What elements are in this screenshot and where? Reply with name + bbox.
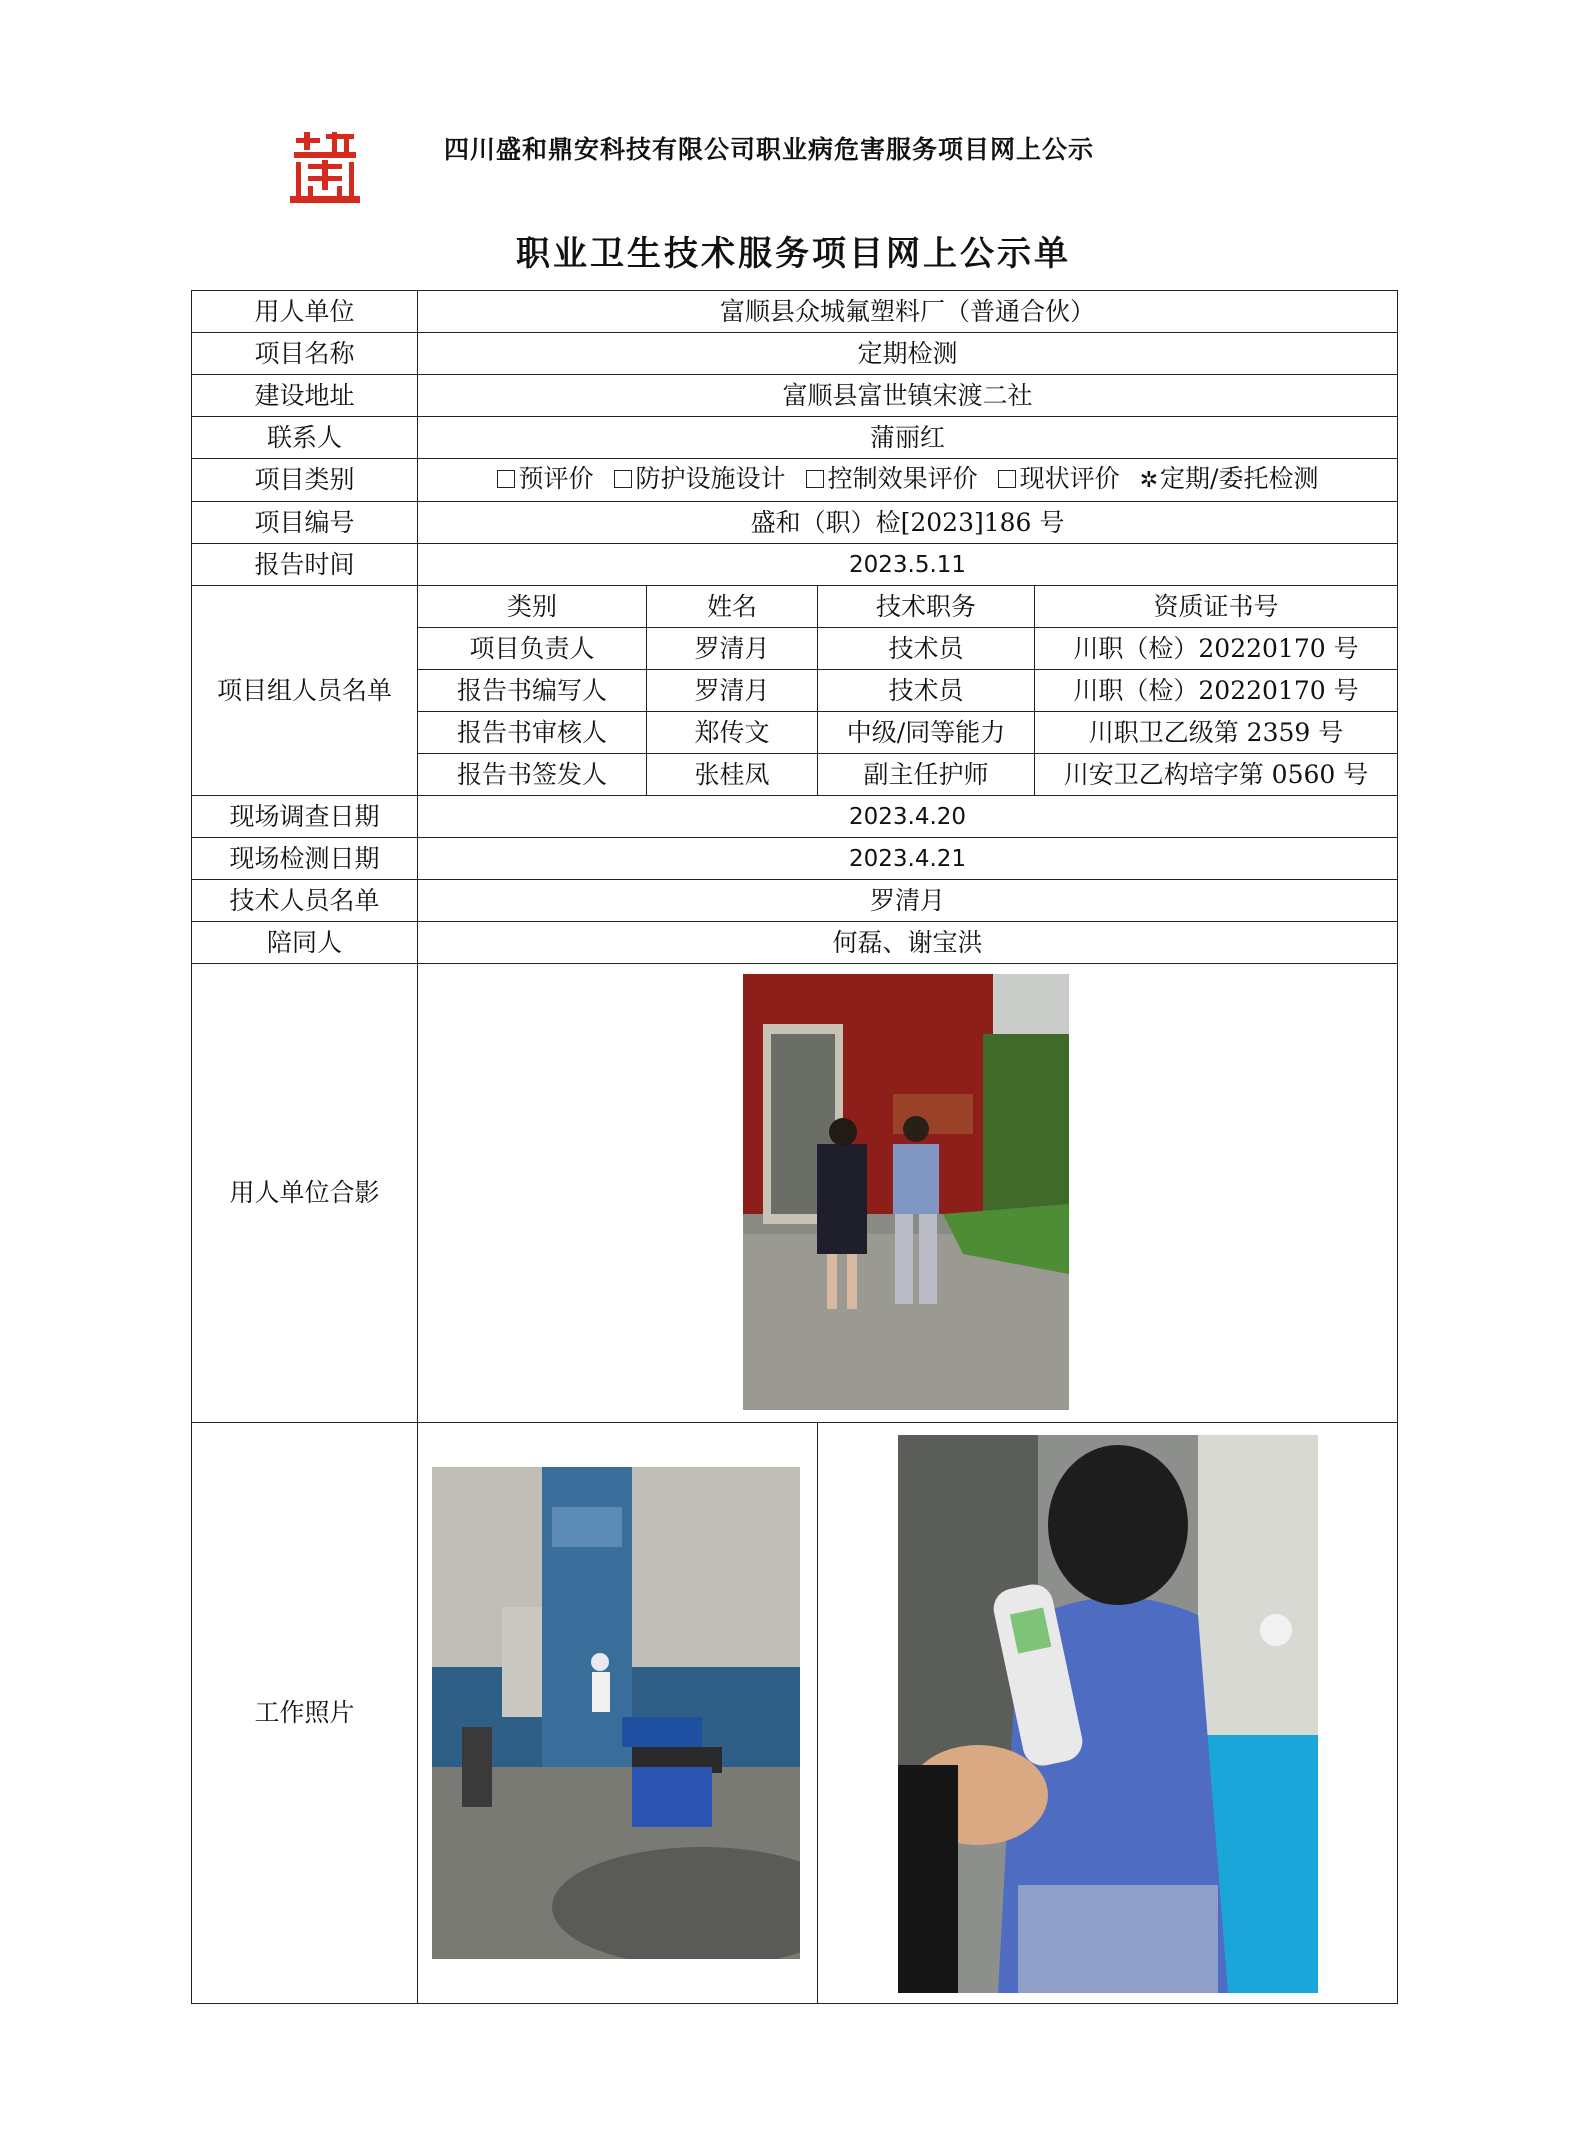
- contact-label: 联系人: [192, 417, 418, 459]
- technicians-value: 罗清月: [418, 880, 1398, 922]
- team-header-category: 类别: [418, 586, 647, 628]
- team-cell-cert: 川职卫乙级第 2359 号: [1035, 712, 1398, 754]
- team-cell-name: 张桂凤: [647, 754, 818, 796]
- technicians-row: [192, 880, 1398, 922]
- report-time-label: 报告时间: [192, 544, 418, 586]
- work-photo-cell-right: [818, 1423, 1398, 2004]
- report-time-row: [192, 544, 1398, 586]
- team-header-row: [192, 586, 1398, 628]
- survey-date-label: 现场调查日期: [192, 796, 418, 838]
- technicians-label: 技术人员名单: [192, 880, 418, 922]
- group-photo-label: 用人单位合影: [192, 964, 418, 1423]
- project-no-label: 项目编号: [192, 502, 418, 544]
- team-header-title: 技术职务: [818, 586, 1035, 628]
- group-photo-row: [192, 964, 1398, 1423]
- team-label: 项目组人员名单: [192, 586, 418, 796]
- team-cell-name: 郑传文: [647, 712, 818, 754]
- group-photo: [743, 974, 1069, 1410]
- category-option-status-eval: 现状评价: [998, 459, 1120, 499]
- form-title: 职业卫生技术服务项目网上公示单: [516, 234, 1071, 274]
- test-date-value: 2023.4.21: [418, 838, 1398, 880]
- team-header-cert: 资质证书号: [1035, 586, 1398, 628]
- project-name-label: 项目名称: [192, 333, 418, 375]
- team-cell-cert: 川职（检）20220170 号: [1035, 670, 1398, 712]
- team-cell-role: 报告书签发人: [418, 754, 647, 796]
- company-logo: [286, 128, 364, 208]
- publicity-form-table: [191, 290, 1398, 2004]
- team-cell-role: 项目负责人: [418, 628, 647, 670]
- accompany-row: [192, 922, 1398, 964]
- group-photo-cell: [418, 964, 1398, 1423]
- org-title: 四川盛和鼎安科技有限公司职业病危害服务项目网上公示: [444, 135, 1095, 164]
- test-date-label: 现场检测日期: [192, 838, 418, 880]
- work-photo-noise-meter: [898, 1435, 1318, 1993]
- category-option-control-effect: 控制效果评价: [806, 459, 978, 499]
- category-option-pre-eval: 预评价: [497, 459, 594, 499]
- team-cell-cert: 川安卫乙构培字第 0560 号: [1035, 754, 1398, 796]
- checked-gear-icon: ✲: [1139, 468, 1159, 493]
- project-name-value: 定期检测: [418, 333, 1398, 375]
- team-cell-title: 技术员: [818, 628, 1035, 670]
- category-options: [418, 459, 1398, 502]
- category-option-periodic-test: ✲定期/委托检测: [1139, 464, 1319, 493]
- accompany-value: 何磊、谢宝洪: [418, 922, 1398, 964]
- survey-date-value: 2023.4.20: [418, 796, 1398, 838]
- checkbox-icon: [806, 470, 824, 488]
- address-row: [192, 375, 1398, 417]
- team-cell-title: 中级/同等能力: [818, 712, 1035, 754]
- project-no-value: 盛和（职）检[2023]186 号: [418, 502, 1398, 544]
- survey-date-row: [192, 796, 1398, 838]
- address-label: 建设地址: [192, 375, 418, 417]
- category-label: 项目类别: [192, 459, 418, 502]
- checkbox-icon: [614, 470, 632, 488]
- checkbox-icon: [998, 470, 1016, 488]
- category-option-protection-design: 防护设施设计: [614, 459, 786, 499]
- employer-label: 用人单位: [192, 291, 418, 333]
- address-value: 富顺县富世镇宋渡二社: [418, 375, 1398, 417]
- contact-value: 蒲丽红: [418, 417, 1398, 459]
- accompany-label: 陪同人: [192, 922, 418, 964]
- checkbox-icon: [497, 470, 515, 488]
- team-cell-name: 罗清月: [647, 628, 818, 670]
- test-date-row: [192, 838, 1398, 880]
- team-cell-role: 报告书审核人: [418, 712, 647, 754]
- project-no-row: [192, 502, 1398, 544]
- project-name-row: [192, 333, 1398, 375]
- contact-row: [192, 417, 1398, 459]
- work-photo-machine: [432, 1467, 800, 1959]
- team-cell-title: 技术员: [818, 670, 1035, 712]
- team-cell-role: 报告书编写人: [418, 670, 647, 712]
- team-cell-cert: 川职（检）20220170 号: [1035, 628, 1398, 670]
- work-photo-row: [192, 1423, 1398, 2004]
- report-time-value: 2023.5.11: [418, 544, 1398, 586]
- team-header-name: 姓名: [647, 586, 818, 628]
- employer-value: 富顺县众城氟塑料厂（普通合伙）: [418, 291, 1398, 333]
- team-cell-title: 副主任护师: [818, 754, 1035, 796]
- work-photo-label: 工作照片: [192, 1423, 418, 2004]
- work-photo-cell-left: [418, 1423, 818, 2004]
- employer-row: [192, 291, 1398, 333]
- team-cell-name: 罗清月: [647, 670, 818, 712]
- category-row: [192, 459, 1398, 502]
